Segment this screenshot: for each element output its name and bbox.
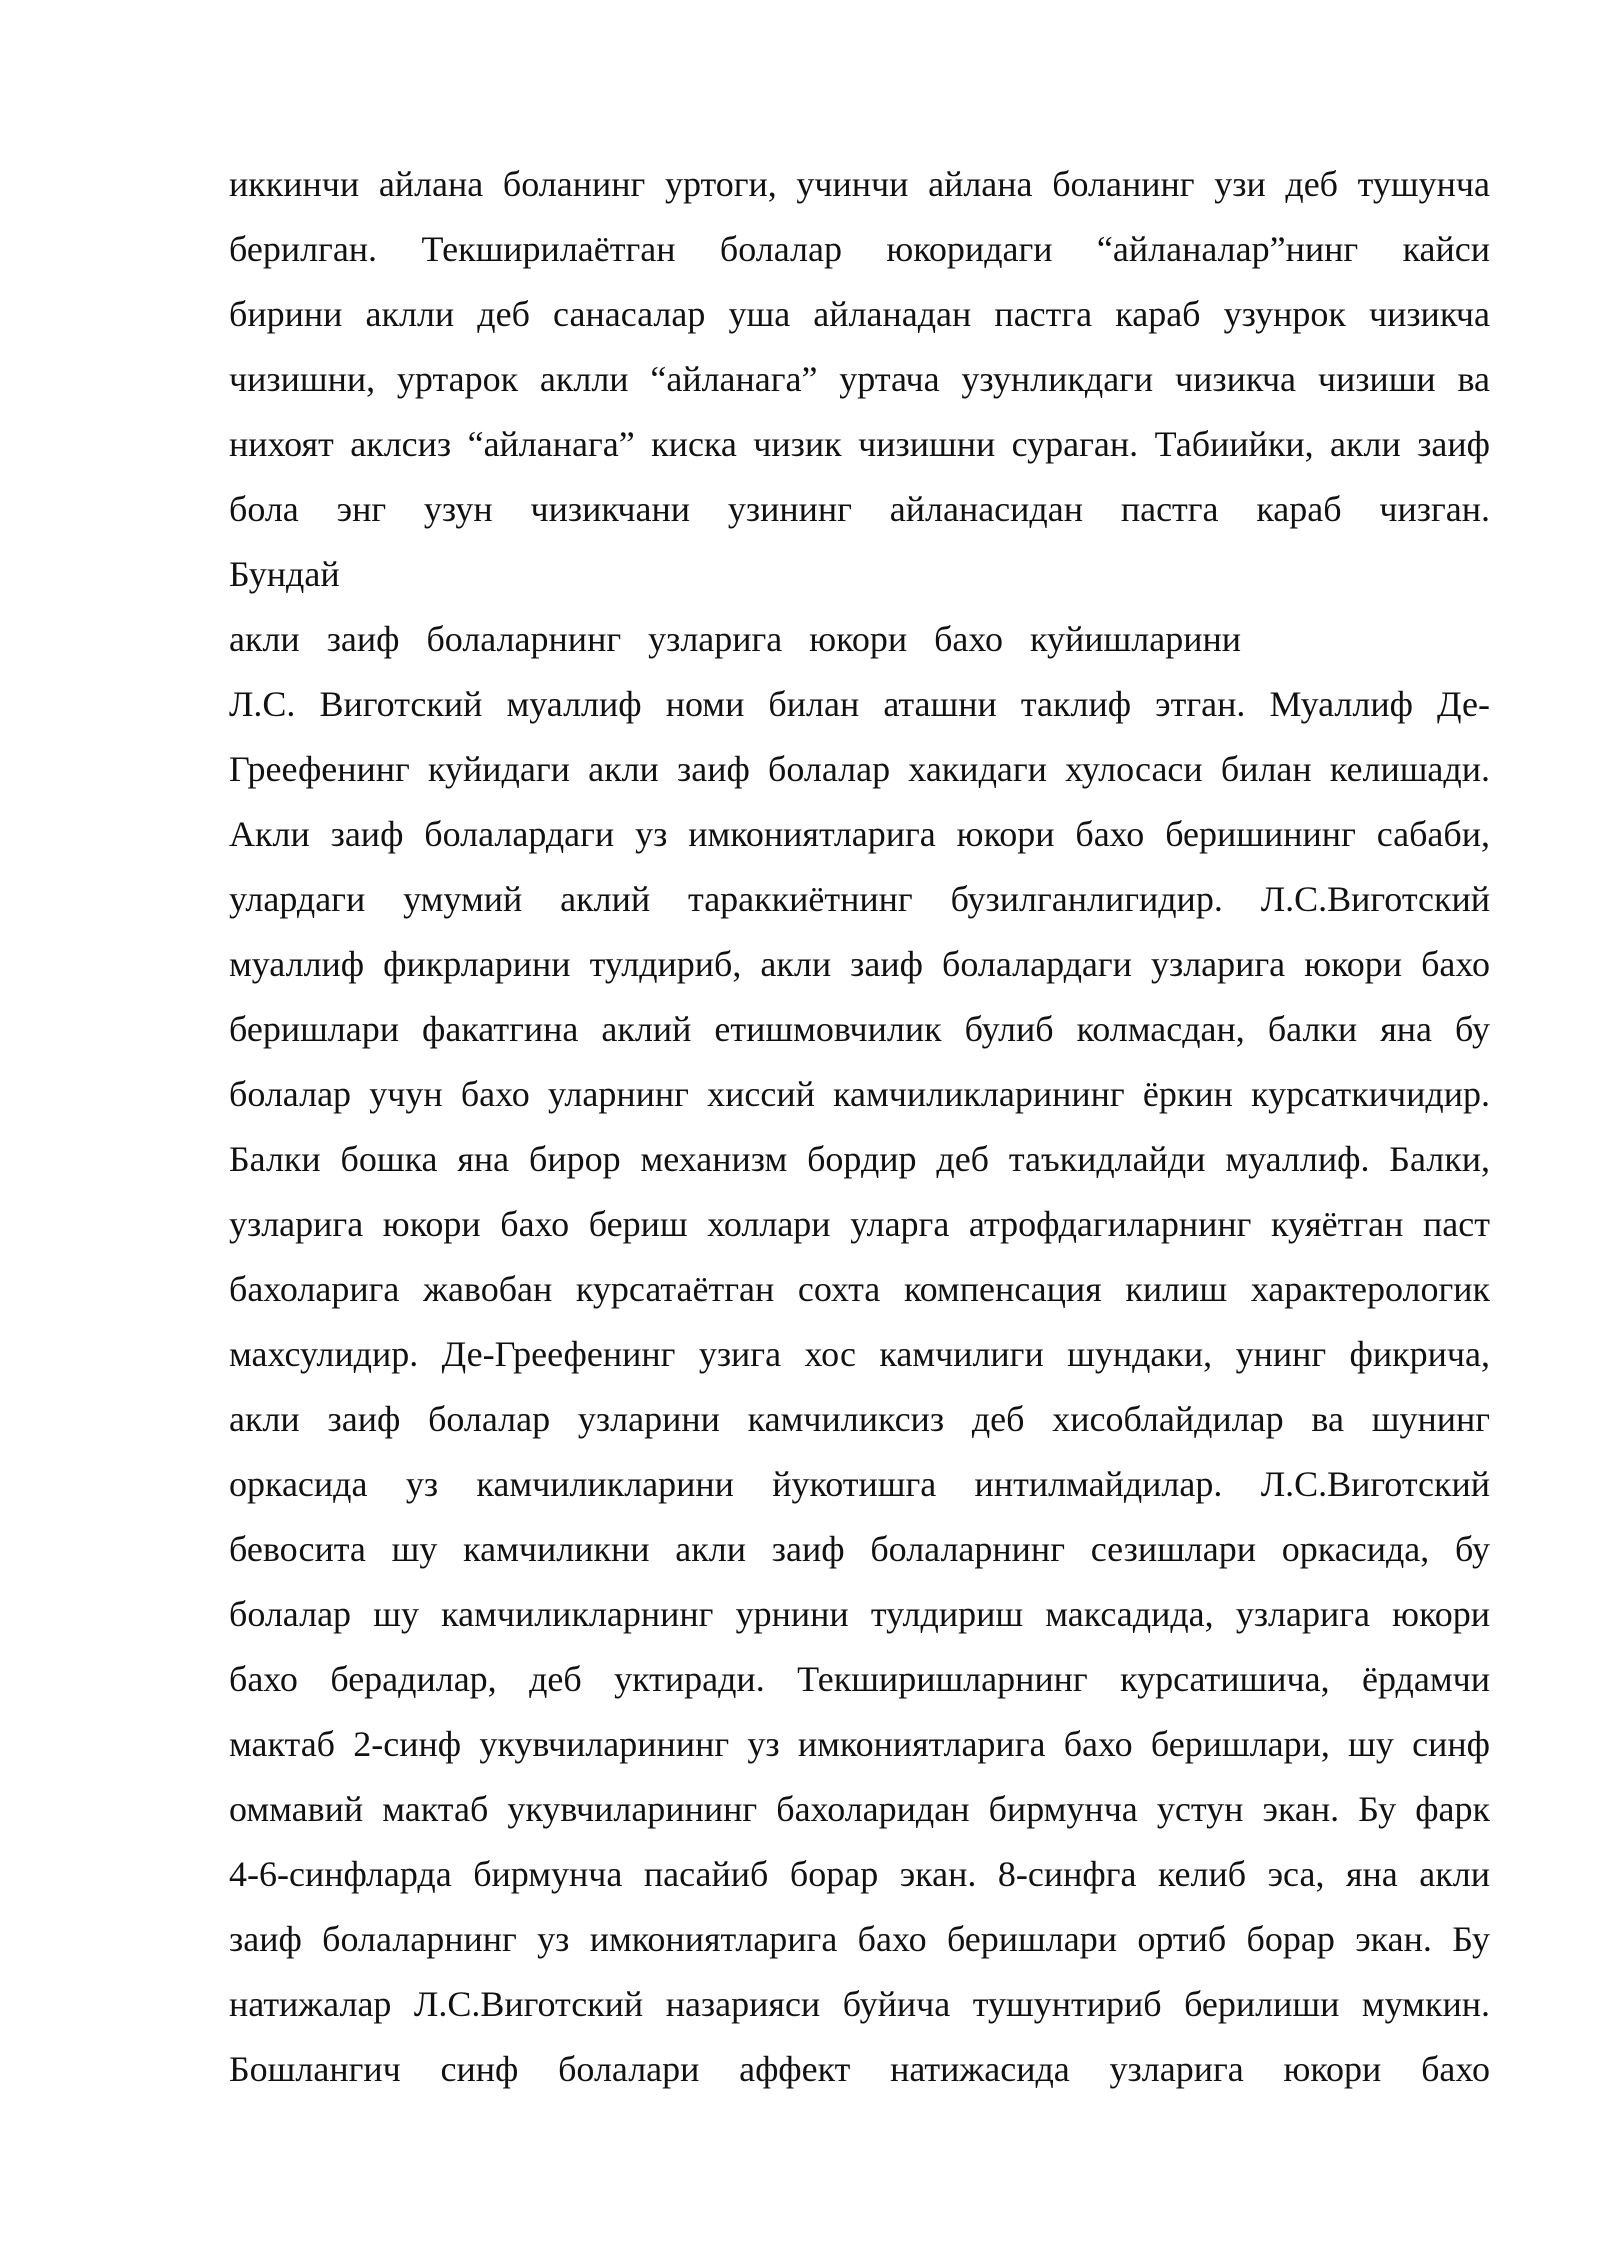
text-line-14: беришлари факатгина аклий етишмовчилик булиб колмасдан, балки яна бу	[229, 1009, 1490, 1049]
text-line-2: берилган. Текширилаётган болалар юкоридаги “айланалар”нинг кайси	[229, 229, 1490, 269]
text-line-26: оммавий мактаб укувчиларининг бахоларидан бирмунча устун экан. Бу фарк	[229, 1789, 1490, 1829]
text-line-8: акли заиф болаларнинг узларига юкори бахо куйишларини	[229, 619, 1241, 659]
text-line-15: болалар учун бахо уларнинг хиссий камчиликларининг ёркин курсаткичидир.	[229, 1074, 1490, 1114]
text-line-4: чизишни, уртарок аклли “айланага” уртача узунликдаги чизикча чизиши ва	[229, 359, 1490, 399]
text-line-10: Греефенинг куйидаги акли заиф болалар хакидаги хулосаси билан келишади.	[229, 749, 1490, 789]
body-text	[229, 152, 1490, 2102]
text-line-17: узларига юкори бахо бериш холлари уларга атрофдагиларнинг куяётган паст	[229, 1204, 1490, 1244]
text-line-25: мактаб 2-синф укувчиларининг уз имкониятларига бахо беришлари, шу синф	[229, 1724, 1490, 1764]
text-line-9: Л.С. Виготский муаллиф номи билан аташни таклиф этган. Муаллиф Де-	[229, 684, 1490, 724]
text-line-18: бахоларига жавобан курсатаётган сохта компенсация килиш характерологик	[229, 1269, 1490, 1309]
text-line-5: нихоят аклсиз “айланага” киска чизик чизишни сураган. Табиийки, акли заиф	[229, 424, 1490, 464]
text-line-19: махсулидир. Де-Греефенинг узига хос камчилиги шундаки, унинг фикрича,	[229, 1334, 1490, 1374]
text-line-21: оркасида уз камчиликларини йукотишга интилмайдилар. Л.С.Виготский	[229, 1464, 1490, 1504]
text-line-13: муаллиф фикрларини тулдириб, акли заиф болалардаги узларига юкори бахо	[229, 944, 1490, 984]
text-line-22: бевосита шу камчиликни акли заиф болаларнинг сезишлари оркасида, бу	[229, 1529, 1490, 1569]
text-line-7: Бундай	[229, 554, 340, 594]
text-line-3: бирини аклли деб санасалар уша айланадан пастга караб узунрок чизикча	[229, 294, 1490, 334]
text-line-1: иккинчи айлана боланинг уртоги, учинчи айлана боланинг узи деб тушунча	[229, 164, 1490, 204]
text-line-11: Акли заиф болалардаги уз имкониятларига юкори бахо беришининг сабаби,	[229, 814, 1490, 854]
text-line-29: натижалар Л.С.Виготский назарияси буйича тушунтириб берилиши мумкин.	[229, 1984, 1490, 2024]
text-line-30: Бошлангич синф болалари аффект натижасида узларига юкори бахо	[229, 2049, 1490, 2089]
text-line-20: акли заиф болалар узларини камчиликсиз деб хисоблайдилар ва шунинг	[229, 1399, 1490, 1439]
text-line-6: бола энг узун чизикчани узининг айланасидан пастга караб чизган.	[229, 489, 1490, 529]
text-line-27: 4-6-синфларда бирмунча пасайиб борар экан. 8-синфга келиб эса, яна акли	[229, 1854, 1490, 1894]
text-line-24: бахо берадилар, деб уктиради. Текширишларнинг курсатишича, ёрдамчи	[229, 1659, 1490, 1699]
text-line-28: заиф болаларнинг уз имкониятларига бахо беришлари ортиб борар экан. Бу	[229, 1919, 1490, 1959]
text-line-16: Балки бошка яна бирор механизм бордир деб таъкидлайди муаллиф. Балки,	[229, 1139, 1490, 1179]
text-line-12: улардаги умумий аклий тараккиётнинг бузилганлигидир. Л.С.Виготский	[229, 879, 1490, 919]
text-line-23: болалар шу камчиликларнинг урнини тулдириш максадида, узларига юкори	[229, 1594, 1490, 1634]
